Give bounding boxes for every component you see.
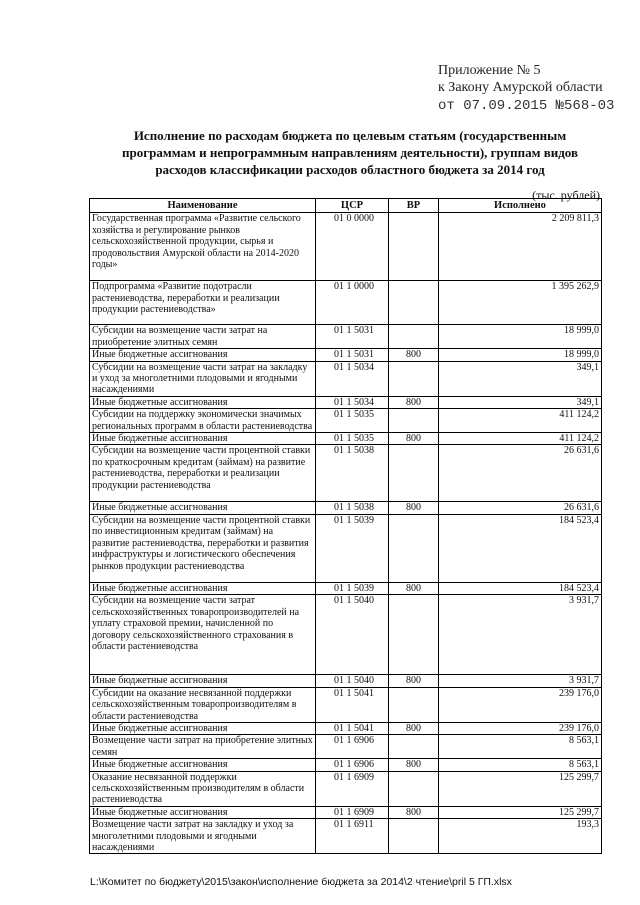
cell-name: Субсидии на возмещение части процентной ставки по краткосрочным кредитам (займам) на развитие растениеводства, переработки и реализации продукции растениеводства — [90, 445, 316, 502]
cell-vr — [389, 687, 439, 722]
law-date-number-stamp: от 07.09.2015 №568-03 — [438, 98, 615, 114]
header-executed: Исполнено — [439, 199, 602, 213]
cell-amount: 18 999,0 — [439, 325, 602, 349]
units-label: (тыс. рублей) — [532, 188, 600, 202]
cell-name: Оказание несвязанной поддержки сельскохозяйственным производителям в области растениеводства — [90, 771, 316, 806]
cell-amount: 411 124,2 — [439, 409, 602, 433]
cell-csr: 01 1 5038 — [316, 445, 389, 502]
table-row — [90, 514, 602, 582]
cell-csr: 01 1 6906 — [316, 759, 389, 771]
cell-vr: 800 — [389, 582, 439, 594]
cell-amount: 26 631,6 — [439, 445, 602, 502]
cell-amount: 411 124,2 — [439, 433, 602, 445]
cell-csr: 01 1 5031 — [316, 349, 389, 361]
table-row — [90, 722, 602, 734]
cell-csr: 01 1 0000 — [316, 281, 389, 325]
cell-name: Субсидии на возмещение части затрат на закладку и уход за многолетними плодовыми и ягодными насаждениями — [90, 361, 316, 396]
cell-vr — [389, 735, 439, 759]
cell-name: Иные бюджетные ассигнования — [90, 349, 316, 361]
table-row — [90, 675, 602, 687]
header-name: Наименование — [90, 199, 316, 213]
table-row — [90, 595, 602, 675]
cell-vr: 800 — [389, 675, 439, 687]
cell-amount: 184 523,4 — [439, 514, 602, 582]
cell-csr: 01 1 6909 — [316, 771, 389, 806]
cell-amount: 184 523,4 — [439, 582, 602, 594]
cell-vr — [389, 595, 439, 675]
cell-csr: 01 1 5041 — [316, 687, 389, 722]
cell-name: Иные бюджетные ассигнования — [90, 582, 316, 594]
cell-csr: 01 1 5035 — [316, 433, 389, 445]
table-row — [90, 687, 602, 722]
cell-csr: 01 1 5040 — [316, 595, 389, 675]
cell-vr — [389, 325, 439, 349]
cell-csr: 01 1 5031 — [316, 325, 389, 349]
appendix-law-ref: к Закону Амурской области — [438, 80, 603, 95]
cell-name: Иные бюджетные ассигнования — [90, 806, 316, 818]
table-row — [90, 735, 602, 759]
cell-csr: 01 0 0000 — [316, 213, 389, 281]
cell-amount: 26 631,6 — [439, 502, 602, 514]
table-row — [90, 325, 602, 349]
cell-vr — [389, 213, 439, 281]
cell-vr — [389, 771, 439, 806]
table-row — [90, 361, 602, 396]
cell-vr — [389, 445, 439, 502]
cell-name: Подпрограмма «Развитие подотрасли растениеводства, переработки и реализации продукции растениеводства» — [90, 281, 316, 325]
cell-name: Иные бюджетные ассигнования — [90, 502, 316, 514]
table-row — [90, 771, 602, 806]
table-body — [90, 213, 602, 854]
cell-amount: 2 209 811,3 — [439, 213, 602, 281]
cell-vr: 800 — [389, 396, 439, 408]
cell-name: Субсидии на возмещение части процентной ставки по инвестиционным кредитам (займам) на развитие растениеводства, переработки и развития инфраструктуры и логистического обеспечения рынков продукции растениеводства — [90, 514, 316, 582]
cell-vr: 800 — [389, 806, 439, 818]
cell-amount: 8 563,1 — [439, 735, 602, 759]
table-row — [90, 396, 602, 408]
table-header-row — [90, 199, 602, 213]
cell-csr: 01 1 5038 — [316, 502, 389, 514]
cell-vr — [389, 361, 439, 396]
cell-name: Иные бюджетные ассигнования — [90, 759, 316, 771]
cell-csr: 01 1 6911 — [316, 819, 389, 854]
cell-name: Субсидии на возмещение части затрат на приобретение элитных семян — [90, 325, 316, 349]
cell-name: Иные бюджетные ассигнования — [90, 675, 316, 687]
cell-amount: 18 999,0 — [439, 349, 602, 361]
budget-table — [89, 198, 602, 854]
cell-vr — [389, 409, 439, 433]
cell-vr: 800 — [389, 433, 439, 445]
cell-csr: 01 1 5041 — [316, 722, 389, 734]
cell-amount: 3 931,7 — [439, 595, 602, 675]
cell-csr: 01 1 5034 — [316, 361, 389, 396]
cell-name: Возмещение части затрат на закладку и уход за многолетними плодовыми и ягодными насаждениями — [90, 819, 316, 854]
cell-name: Субсидии на поддержку экономически значимых региональных программ в области растениеводства — [90, 409, 316, 433]
cell-csr: 01 1 6909 — [316, 806, 389, 818]
table-row — [90, 445, 602, 502]
cell-amount: 1 395 262,9 — [439, 281, 602, 325]
header-csr: ЦСР — [316, 199, 389, 213]
cell-amount: 349,1 — [439, 361, 602, 396]
appendix-title: Приложение № 5 — [438, 63, 541, 78]
table-row — [90, 349, 602, 361]
cell-csr: 01 1 5034 — [316, 396, 389, 408]
table-row — [90, 213, 602, 281]
table-row — [90, 409, 602, 433]
cell-name: Субсидии на оказание несвязанной поддержки сельскохозяйственным товаропроизводителям в области растениеводства — [90, 687, 316, 722]
cell-vr: 800 — [389, 722, 439, 734]
cell-csr: 01 1 5040 — [316, 675, 389, 687]
cell-name: Государственная программа «Развитие сельского хозяйства и регулирование рынков сельскохозяйственной продукции, сырья и продовольствия Амурской области на 2014-2020 годы» — [90, 213, 316, 281]
cell-name: Субсидии на возмещение части затрат сельскохозяйственных товаропроизводителей на уплату страховой премии, начисленной по договору сельскохозяйственного страхования в области растениеводства — [90, 595, 316, 675]
header-vr: ВР — [389, 199, 439, 213]
cell-name: Иные бюджетные ассигнования — [90, 433, 316, 445]
cell-vr: 800 — [389, 759, 439, 771]
cell-vr: 800 — [389, 349, 439, 361]
table-row — [90, 433, 602, 445]
document-title: Исполнение по расходам бюджета по целевым статьям (государственным программам и непрограммным направлениям деятельности), группам видов расходов классификации расходов областного бюджета за 2014 год — [122, 128, 578, 177]
cell-amount: 239 176,0 — [439, 722, 602, 734]
cell-vr — [389, 819, 439, 854]
table-row — [90, 759, 602, 771]
cell-amount: 125 299,7 — [439, 806, 602, 818]
file-path-footer: L:\Комитет по бюджету\2015\закон\исполнение бюджета за 2014\2 чтение\pril 5 ГП.xlsx — [90, 876, 512, 888]
table-row — [90, 819, 602, 854]
table-row — [90, 502, 602, 514]
table-row — [90, 806, 602, 818]
appendix-block — [438, 62, 614, 115]
cell-amount: 239 176,0 — [439, 687, 602, 722]
cell-amount: 349,1 — [439, 396, 602, 408]
table-row — [90, 281, 602, 325]
cell-csr: 01 1 5039 — [316, 514, 389, 582]
table-row — [90, 582, 602, 594]
cell-amount: 3 931,7 — [439, 675, 602, 687]
cell-amount: 8 563,1 — [439, 759, 602, 771]
cell-name: Иные бюджетные ассигнования — [90, 396, 316, 408]
cell-csr: 01 1 5035 — [316, 409, 389, 433]
cell-csr: 01 1 5039 — [316, 582, 389, 594]
cell-csr: 01 1 6906 — [316, 735, 389, 759]
cell-amount: 193,3 — [439, 819, 602, 854]
cell-name: Возмещение части затрат на приобретение элитных семян — [90, 735, 316, 759]
cell-name: Иные бюджетные ассигнования — [90, 722, 316, 734]
cell-vr — [389, 281, 439, 325]
cell-vr: 800 — [389, 502, 439, 514]
cell-amount: 125 299,7 — [439, 771, 602, 806]
cell-vr — [389, 514, 439, 582]
